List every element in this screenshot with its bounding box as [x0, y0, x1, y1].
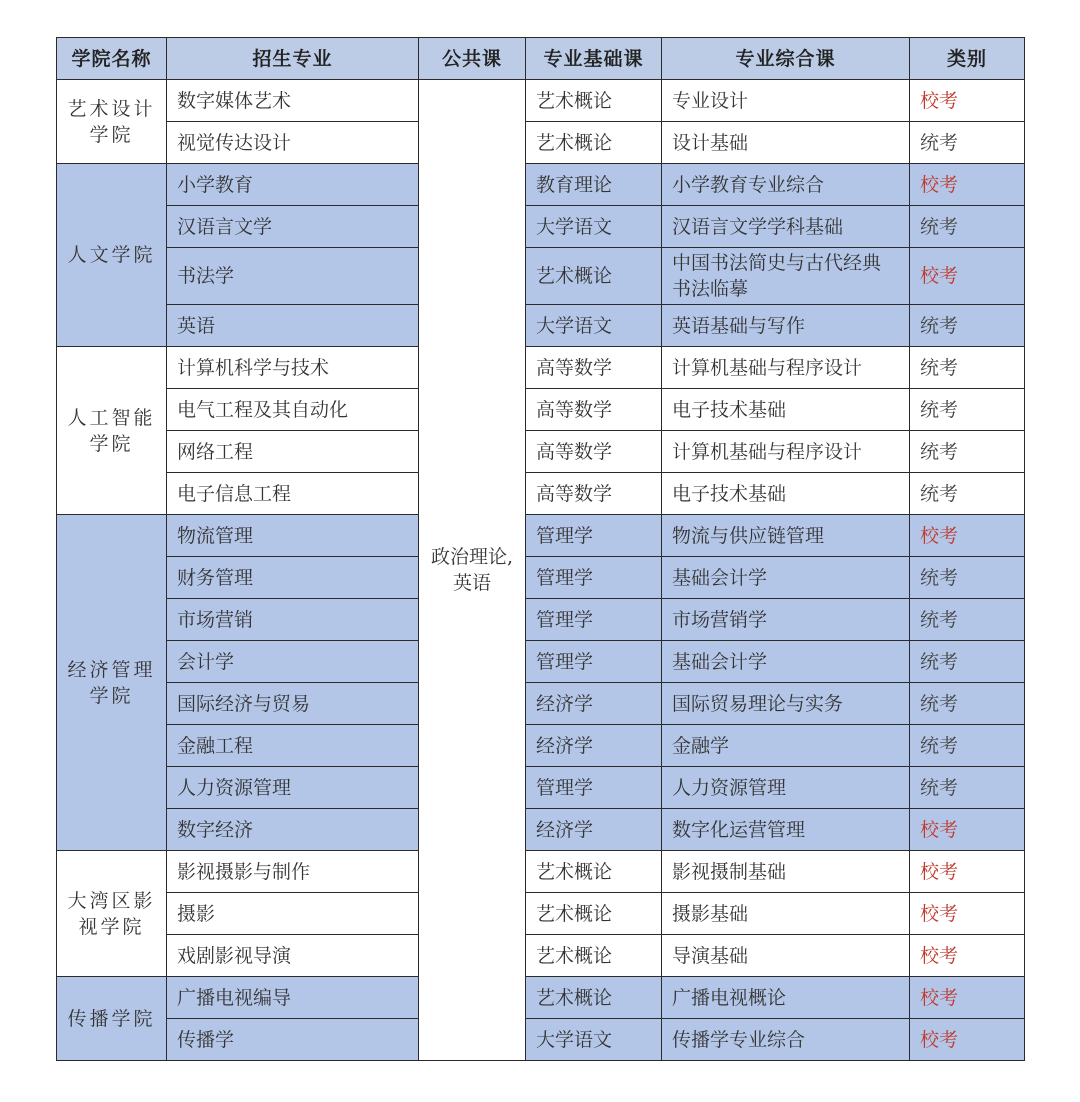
base-course: 高等数学 — [526, 473, 662, 515]
exam-category: 统考 — [910, 122, 1025, 164]
base-course: 艺术概论 — [526, 122, 662, 164]
table-row — [57, 515, 1025, 557]
table-row — [57, 851, 1025, 893]
exam-category: 校考 — [910, 1019, 1025, 1061]
base-course: 艺术概论 — [526, 977, 662, 1019]
comprehensive-course: 英语基础与写作 — [662, 305, 910, 347]
major-name: 计算机科学与技术 — [167, 347, 419, 389]
comprehensive-course: 小学教育专业综合 — [662, 164, 910, 206]
header-college: 学院名称 — [57, 38, 167, 80]
college-name: 经济管理学院 — [57, 515, 167, 851]
exam-category: 统考 — [910, 389, 1025, 431]
college-name: 大湾区影视学院 — [57, 851, 167, 977]
table-row — [57, 1019, 1025, 1061]
base-course: 大学语文 — [526, 1019, 662, 1061]
table-row — [57, 557, 1025, 599]
major-name: 数字经济 — [167, 809, 419, 851]
college-name: 传播学院 — [57, 977, 167, 1061]
exam-category: 校考 — [910, 248, 1025, 305]
base-course: 高等数学 — [526, 431, 662, 473]
table-row — [57, 164, 1025, 206]
major-name: 戏剧影视导演 — [167, 935, 419, 977]
comprehensive-course: 数字化运营管理 — [662, 809, 910, 851]
major-name: 数字媒体艺术 — [167, 80, 419, 122]
major-name: 小学教育 — [167, 164, 419, 206]
table-row — [57, 305, 1025, 347]
college-name: 艺术设计学院 — [57, 80, 167, 164]
exam-category: 统考 — [910, 767, 1025, 809]
major-name: 金融工程 — [167, 725, 419, 767]
base-course: 管理学 — [526, 557, 662, 599]
exam-category: 校考 — [910, 893, 1025, 935]
table-row — [57, 725, 1025, 767]
major-name: 英语 — [167, 305, 419, 347]
table-row — [57, 389, 1025, 431]
comprehensive-course: 基础会计学 — [662, 641, 910, 683]
header-comprehensive-course: 专业综合课 — [662, 38, 910, 80]
base-course: 管理学 — [526, 767, 662, 809]
exam-category: 校考 — [910, 809, 1025, 851]
comprehensive-course: 人力资源管理 — [662, 767, 910, 809]
exam-category: 统考 — [910, 557, 1025, 599]
major-name: 物流管理 — [167, 515, 419, 557]
comprehensive-course: 电子技术基础 — [662, 389, 910, 431]
comprehensive-course: 电子技术基础 — [662, 473, 910, 515]
table-row — [57, 122, 1025, 164]
table-row — [57, 347, 1025, 389]
base-course: 艺术概论 — [526, 893, 662, 935]
major-name: 广播电视编导 — [167, 977, 419, 1019]
table-row — [57, 683, 1025, 725]
table-row — [57, 80, 1025, 122]
table-row — [57, 431, 1025, 473]
base-course: 艺术概论 — [526, 248, 662, 305]
major-name: 书法学 — [167, 248, 419, 305]
exam-category: 校考 — [910, 164, 1025, 206]
table-row — [57, 473, 1025, 515]
comprehensive-course: 专业设计 — [662, 80, 910, 122]
exam-category: 校考 — [910, 935, 1025, 977]
comprehensive-course: 市场营销学 — [662, 599, 910, 641]
exam-category: 校考 — [910, 851, 1025, 893]
table-body — [57, 80, 1025, 1061]
comprehensive-course: 计算机基础与程序设计 — [662, 347, 910, 389]
exam-category: 校考 — [910, 80, 1025, 122]
table-row — [57, 599, 1025, 641]
table-row — [57, 206, 1025, 248]
major-name: 人力资源管理 — [167, 767, 419, 809]
table-row — [57, 977, 1025, 1019]
base-course: 艺术概论 — [526, 851, 662, 893]
exam-category: 统考 — [910, 431, 1025, 473]
major-name: 网络工程 — [167, 431, 419, 473]
header-major: 招生专业 — [167, 38, 419, 80]
comprehensive-course: 传播学专业综合 — [662, 1019, 910, 1061]
major-name: 传播学 — [167, 1019, 419, 1061]
comprehensive-course: 物流与供应链管理 — [662, 515, 910, 557]
base-course: 大学语文 — [526, 305, 662, 347]
comprehensive-course: 国际贸易理论与实务 — [662, 683, 910, 725]
major-name: 电子信息工程 — [167, 473, 419, 515]
base-course: 经济学 — [526, 683, 662, 725]
table-header-row — [57, 38, 1025, 80]
comprehensive-course: 广播电视概论 — [662, 977, 910, 1019]
base-course: 艺术概论 — [526, 80, 662, 122]
admission-table — [56, 37, 1025, 1061]
base-course: 管理学 — [526, 599, 662, 641]
major-name: 视觉传达设计 — [167, 122, 419, 164]
exam-category: 校考 — [910, 977, 1025, 1019]
major-name: 摄影 — [167, 893, 419, 935]
base-course: 高等数学 — [526, 389, 662, 431]
comprehensive-course: 中国书法简史与古代经典书法临摹 — [662, 248, 910, 305]
exam-category: 统考 — [910, 683, 1025, 725]
header-base-course: 专业基础课 — [526, 38, 662, 80]
base-course: 大学语文 — [526, 206, 662, 248]
comprehensive-course: 设计基础 — [662, 122, 910, 164]
table-row — [57, 248, 1025, 305]
public-course: 政治理论,英语 — [419, 80, 526, 1061]
base-course: 艺术概论 — [526, 935, 662, 977]
major-name: 国际经济与贸易 — [167, 683, 419, 725]
comprehensive-course: 金融学 — [662, 725, 910, 767]
major-name: 影视摄影与制作 — [167, 851, 419, 893]
exam-category: 统考 — [910, 206, 1025, 248]
exam-category: 统考 — [910, 347, 1025, 389]
major-name: 电气工程及其自动化 — [167, 389, 419, 431]
comprehensive-course: 基础会计学 — [662, 557, 910, 599]
exam-category: 统考 — [910, 641, 1025, 683]
major-name: 会计学 — [167, 641, 419, 683]
comprehensive-course: 汉语言文学学科基础 — [662, 206, 910, 248]
table-row — [57, 809, 1025, 851]
base-course: 经济学 — [526, 809, 662, 851]
exam-category: 统考 — [910, 473, 1025, 515]
table-row — [57, 893, 1025, 935]
base-course: 管理学 — [526, 641, 662, 683]
exam-category: 统考 — [910, 725, 1025, 767]
college-name: 人文学院 — [57, 164, 167, 347]
header-public-course: 公共课 — [419, 38, 526, 80]
major-name: 市场营销 — [167, 599, 419, 641]
comprehensive-course: 影视摄制基础 — [662, 851, 910, 893]
table-row — [57, 935, 1025, 977]
table-row — [57, 641, 1025, 683]
exam-category: 统考 — [910, 305, 1025, 347]
comprehensive-course: 摄影基础 — [662, 893, 910, 935]
header-category: 类别 — [910, 38, 1025, 80]
college-name: 人工智能学院 — [57, 347, 167, 515]
major-name: 财务管理 — [167, 557, 419, 599]
base-course: 管理学 — [526, 515, 662, 557]
base-course: 教育理论 — [526, 164, 662, 206]
table-row — [57, 767, 1025, 809]
comprehensive-course: 计算机基础与程序设计 — [662, 431, 910, 473]
base-course: 经济学 — [526, 725, 662, 767]
exam-category: 统考 — [910, 599, 1025, 641]
exam-category: 校考 — [910, 515, 1025, 557]
major-name: 汉语言文学 — [167, 206, 419, 248]
base-course: 高等数学 — [526, 347, 662, 389]
comprehensive-course: 导演基础 — [662, 935, 910, 977]
